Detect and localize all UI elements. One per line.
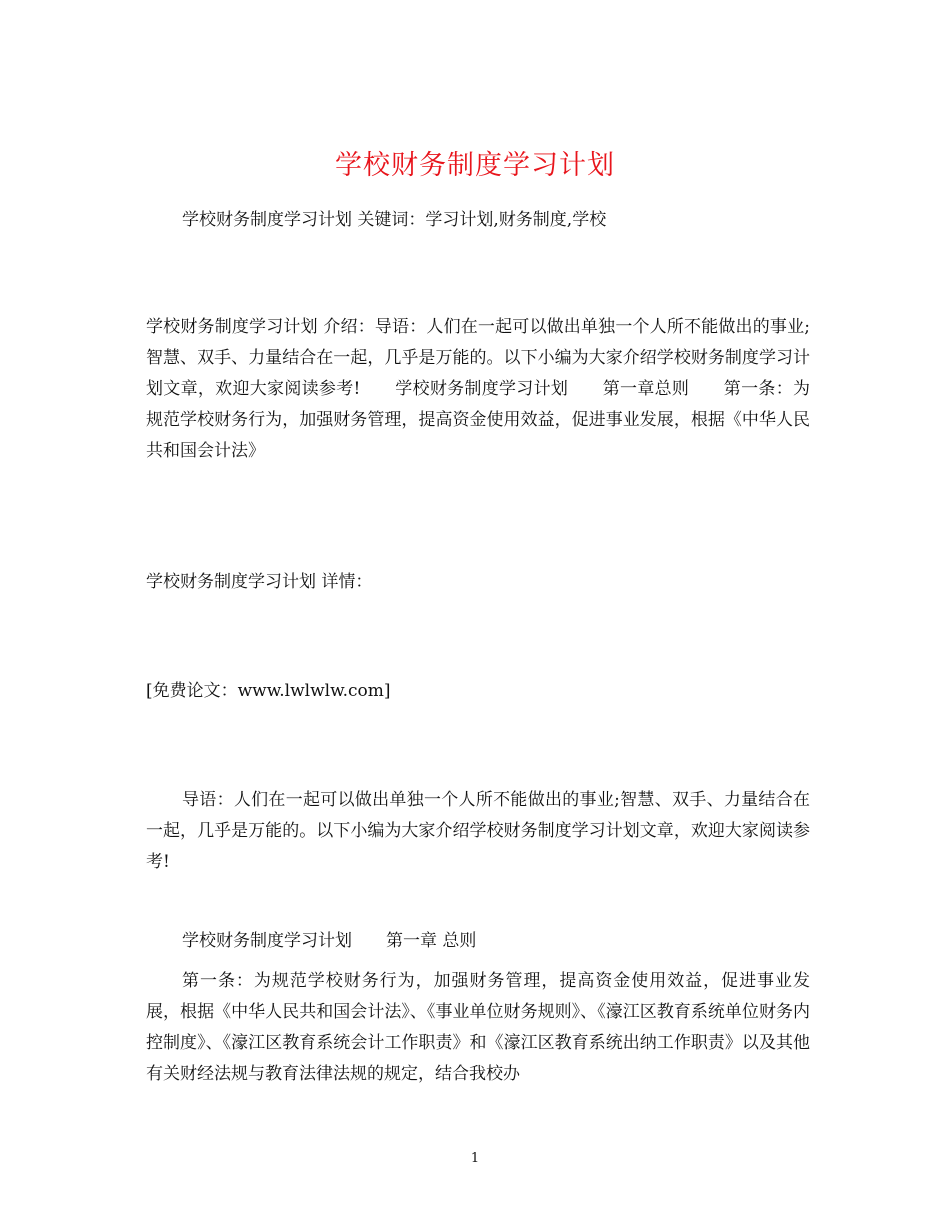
details-label: 学校财务制度学习计划 详情：	[146, 572, 373, 592]
keywords-line: 学校财务制度学习计划 关键词：学习计划,财务制度,学校	[182, 210, 607, 230]
document-title: 学校财务制度学习计划	[335, 150, 615, 182]
article-paragraph: 第一条：为规范学校财务行为，加强财务管理，提高资金使用效益，促进事业发展，根据《中华人民共和国会计法》、《事业单位财务规则》、《濠江区教育系统单位财务内控制度》、《濠江区教育系统会计工作职责》和《濠江区教育系统出纳工作职责》以及其他有关财经法规与教育法律法规的规定，结合我校办	[146, 971, 810, 1084]
lead-paragraph: 导语：人们在一起可以做出单独一个人所不能做出的事业;智慧、双手、力量结合在一起，几乎是万能的。以下小编为大家介绍学校财务制度学习计划文章，欢迎大家阅读参考!	[146, 790, 810, 872]
intro-paragraph: 学校财务制度学习计划 介绍：导语：人们在一起可以做出单独一个人所不能做出的事业;智慧、双手、力量结合在一起，几乎是万能的。以下小编为大家介绍学校财务制度学习计划文章，欢迎大家阅读参考! 学校财务制度学习计划 第一章总则 第一条：为规范学校财务行为，加强财务管理，提高资金使用效益，促进事业发展，根据《中华人民共和国会计法》	[146, 317, 810, 461]
page-number: 1	[470, 1151, 480, 1166]
free-paper-line: [免费论文：www.lwlwlw.com]	[146, 681, 391, 701]
chapter-heading: 学校财务制度学习计划 第一章 总则	[182, 931, 477, 951]
